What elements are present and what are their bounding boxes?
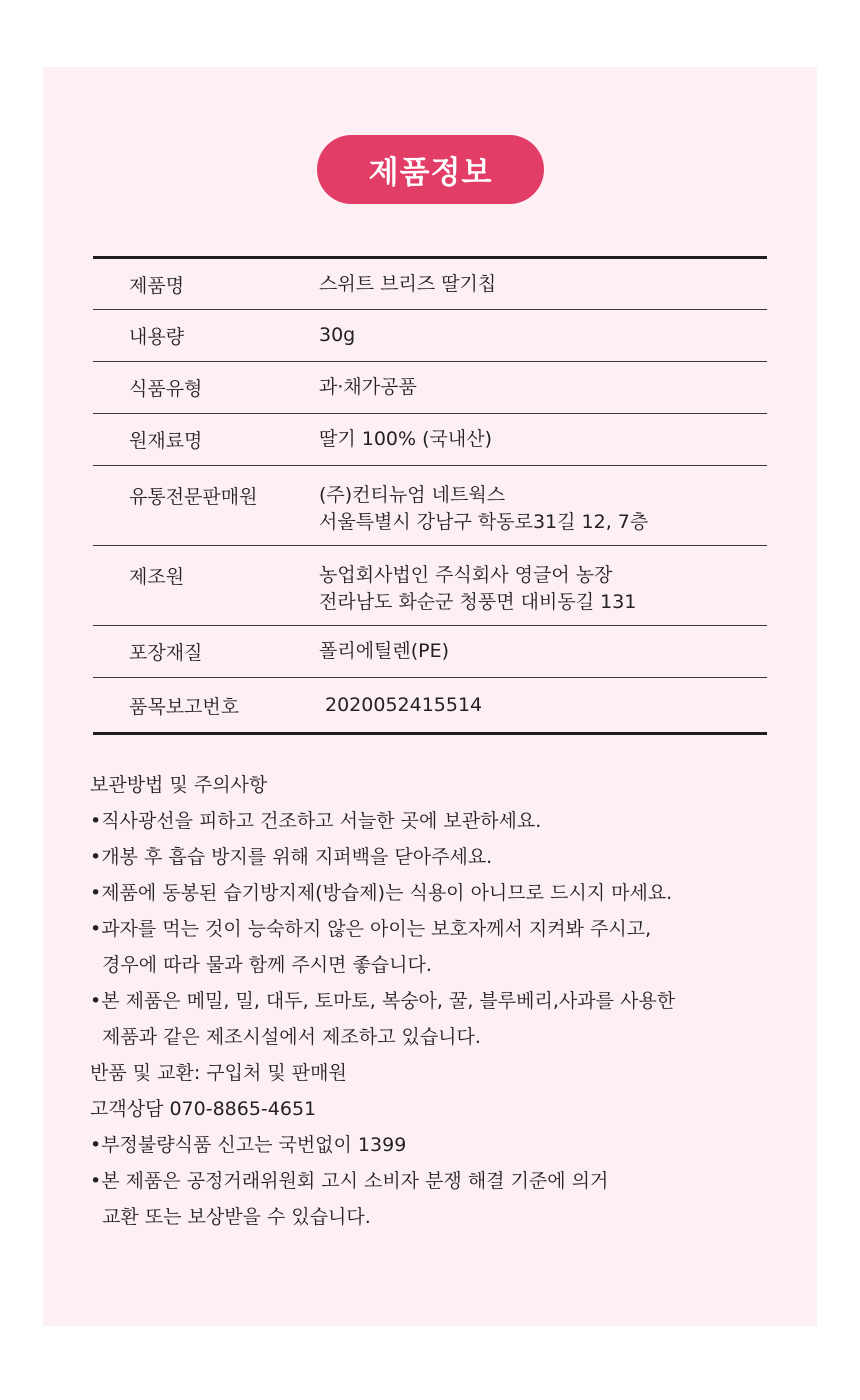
note-line: •부정불량식품 신고는 국번없이 1399 (90, 1134, 407, 1156)
row-value-line: 딸기 100% (국내산) (319, 428, 492, 450)
row-value-line: 30g (319, 324, 356, 346)
row-value-line: 폴리에틸렌(PE) (319, 640, 450, 662)
row-label: 제조원 (129, 566, 185, 588)
row-label: 제품명 (129, 274, 185, 297)
row-value (319, 426, 767, 453)
row-label: 포장재질 (129, 642, 203, 664)
row-label: 식품유형 (129, 378, 203, 400)
note-line: 고객상담 070-8865-4651 (90, 1098, 317, 1120)
table-row-report-number (93, 678, 767, 732)
note-line: •직사광선을 피하고 건조하고 서늘한 곳에 보관하세요. (90, 810, 542, 832)
note-line: 교환 또는 보상받을 수 있습니다. (102, 1206, 371, 1228)
row-value-line: 스위트 브리즈 딸기칩 (319, 272, 497, 295)
table-row-product-name (93, 259, 767, 310)
product-info-table (93, 256, 767, 735)
row-value (319, 692, 767, 719)
storage-and-caution-notes (90, 767, 790, 1235)
note-line: 경우에 따라 물과 함께 주시면 좋습니다. (102, 954, 432, 976)
row-value-line: 농업회사법인 주식회사 영글어 농장 (319, 564, 613, 586)
note-line: •본 제품은 메밀, 밀, 대두, 토마토, 복숭아, 꿀, 블루베리,사과를 사용한 (90, 990, 676, 1012)
row-value (319, 562, 767, 616)
note-line: 반품 및 교환: 구입처 및 판매원 (90, 1062, 347, 1084)
table-row-manufacturer (93, 546, 767, 626)
table-row-net-weight (93, 310, 767, 362)
row-label: 유통전문판매원 (129, 486, 258, 508)
row-label: 품목보고번호 (129, 695, 240, 718)
notes-heading: 보관방법 및 주의사항 (90, 774, 268, 796)
table-row-packaging (93, 626, 767, 678)
section-title-badge (317, 135, 544, 204)
row-value (319, 374, 767, 401)
product-info-panel (43, 67, 817, 1326)
section-title: 제품정보 (368, 155, 493, 191)
row-label: 원재료명 (129, 430, 203, 452)
row-value (319, 271, 767, 298)
table-row-distributor (93, 466, 767, 546)
row-value (319, 638, 767, 665)
table-row-ingredients (93, 414, 767, 466)
row-value (319, 482, 767, 536)
row-value (319, 322, 767, 349)
row-value-line: 전라남도 화순군 청풍면 대비동길 131 (319, 591, 637, 613)
row-label: 내용량 (129, 326, 185, 348)
note-line: •본 제품은 공정거래위원회 고시 소비자 분쟁 해결 기준에 의거 (90, 1170, 609, 1192)
row-value-line: 과·채가공품 (319, 376, 417, 398)
note-line: 제품과 같은 제조시설에서 제조하고 있습니다. (102, 1026, 481, 1048)
note-line: •개봉 후 흡습 방지를 위해 지퍼백을 닫아주세요. (90, 846, 493, 868)
table-row-food-type (93, 362, 767, 414)
note-line: •과자를 먹는 것이 능숙하지 않은 아이는 보호자께서 지켜봐 주시고, (90, 918, 652, 940)
row-value-line: 2020052415514 (325, 693, 483, 716)
row-value-line: 서울특별시 강남구 학동로31길 12, 7층 (319, 511, 649, 533)
row-value-line: (주)컨티뉴엄 네트웍스 (319, 484, 506, 506)
note-line: •제품에 동봉된 습기방지제(방습제)는 식용이 아니므로 드시지 마세요. (90, 882, 673, 904)
